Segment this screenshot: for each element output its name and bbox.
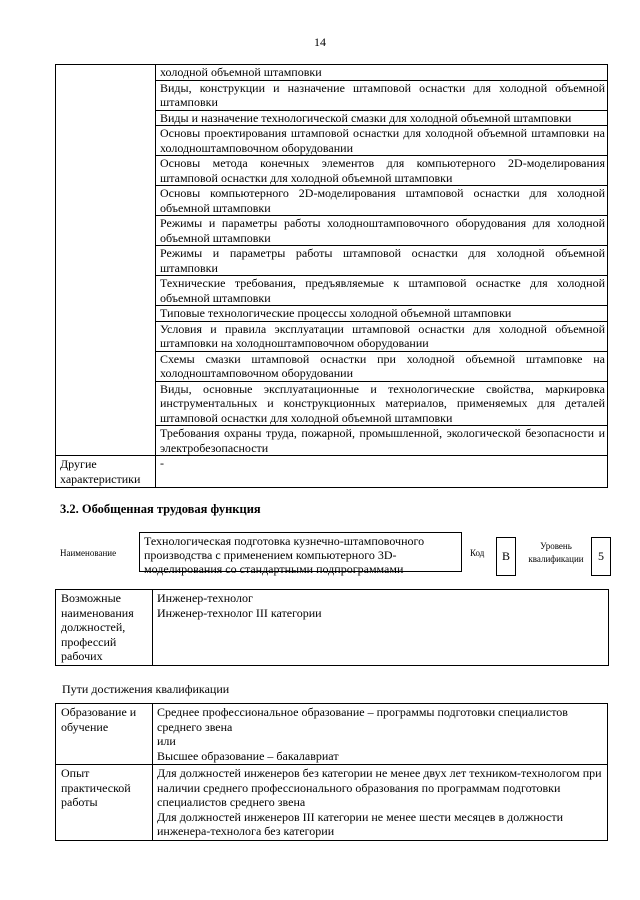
experience-line: Для должностей инженеров III категории не менее шести месяцев в должности инженера-технолога без категории [157,809,564,838]
education-line: Среднее профессиональное образование – программы подготовки специалистов среднего звена [157,705,568,734]
paths-table [55,703,608,841]
section-heading: 3.2. Обобщенная трудовая функция [60,502,261,516]
knowledge-label-cell [56,65,156,456]
knowledge-item: Требования охраны труда, пожарной, промышленной, экологической безопасности и электробезопасности [156,426,608,456]
knowledge-item: Виды и назначение технологической смазки для холодной объемной штамповки [156,110,608,126]
positions-label: Возможные наименования должностей, профессий рабочих [56,590,153,666]
knowledge-item: Типовые технологические процессы холодной объемной штамповки [156,306,608,322]
other-characteristics-label: Другие характеристики [56,456,156,488]
knowledge-item: Основы компьютерного 2D-моделирования штамповой оснастки для холодной объемной штамповки [156,186,608,216]
knowledge-item: холодной объемной штамповки [156,65,608,81]
knowledge-item: Технические требования, предъявляемые к штамповой оснастке для холодной объемной штамповки [156,276,608,306]
level-value-box: 5 [591,537,611,576]
knowledge-item: Виды, конструкции и назначение штамповой оснастки для холодной объемной штамповки [156,80,608,110]
knowledge-item: Основы проектирования штамповой оснастки для холодной объемной штамповки на холодноштамповочном оборудовании [156,126,608,156]
knowledge-item: Режимы и параметры работы холодноштамповочного оборудования для холодной объемной штамповки [156,216,608,246]
position-item: Инженер-технолог [157,591,253,605]
education-line: или [157,734,176,748]
knowledge-item: Режимы и параметры работы штамповой оснастки для холодной объемной штамповки [156,246,608,276]
knowledge-item: Схемы смазки штамповой оснастки при холодной объемной штамповке на холодноштамповочном оборудовании [156,351,608,381]
position-item: Инженер-технолог III категории [157,605,322,620]
positions-values [153,590,609,666]
positions-table [55,589,609,666]
paths-heading: Пути достижения квалификации [62,682,230,696]
knowledge-table [55,64,608,488]
level-label: Уровень квалификации [528,541,584,564]
education-line: Высшее образование – бакалавриат [157,748,339,763]
table-row [56,456,608,488]
code-value-box: B [496,537,516,576]
knowledge-item: Основы метода конечных элементов для компьютерного 2D-моделирования штамповой оснастки для холодной объемной штамповки [156,156,608,186]
table-row [56,590,609,666]
experience-values [153,765,608,841]
education-values [153,704,608,765]
table-row [56,704,608,765]
code-label: Код [470,548,485,558]
experience-label: Опыт практической работы [56,765,153,841]
other-characteristics-value: - [156,456,608,488]
name-label: Наименование [60,548,117,558]
function-name-box: Технологическая подготовка кузнечно-штамповочного производства с применением компьютерного 3D-моделирования со стандартными подпрограммами [139,532,462,572]
knowledge-item: Виды, основные эксплуатационные и технологические свойства, маркировка инструментальных и конструкционных материалов, применяемых для деталей штамповой оснастки для холодной объемной штамповки [156,381,608,426]
table-row [56,765,608,841]
experience-line: Для должностей инженеров без категории не менее двух лет техником-технологом при наличии среднего профессионального образования по программам подготовки специалистов среднего звена [157,766,602,809]
knowledge-item: Условия и правила эксплуатации штамповой оснастки для холодной объемной штамповки на холодноштамповочном оборудовании [156,321,608,351]
education-label: Образование и обучение [56,704,153,765]
page-number: 14 [314,35,326,49]
table-row [56,65,608,81]
